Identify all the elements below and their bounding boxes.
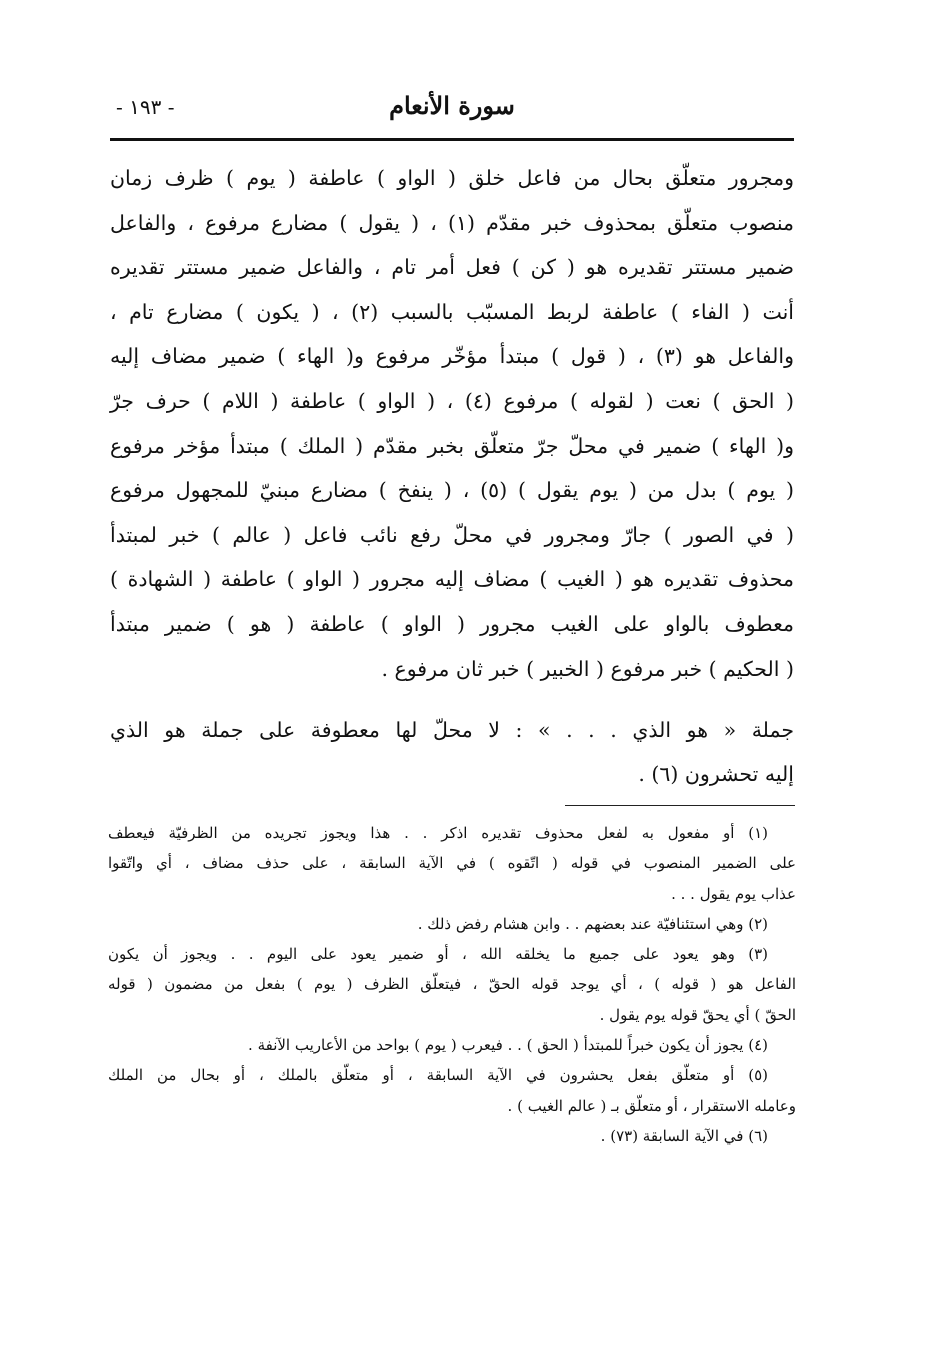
footnote-line: على الضمير المنصوب في قوله ( اتّقوه ) في الآية السابقة ، على حذف مضاف ، أي واتّقوا	[108, 854, 796, 873]
paragraph-line: محذوف تقديره هو ( الغيب ) مضاف إليه مجرور ( الواو ) عاطفة ( الشهادة )	[110, 567, 794, 592]
page-header	[110, 88, 794, 128]
footnote-separator	[565, 805, 795, 806]
paragraph-line: والفاعل هو (٣) ، ( قول ) مبتدأ مؤخّر مرفوع و( الهاء ) ضمير مضاف إليه	[110, 344, 794, 369]
footnote-line: وعامله الاستقرار ، أو متعلّق بـ ( عالم الغيب ) .	[507, 1096, 796, 1115]
header-rule	[110, 138, 794, 141]
paragraph-line: ومجرور متعلّق بحال من فاعل خلق ( الواو ) عاطفة ( يوم ) ظرف زمان	[110, 166, 794, 190]
paragraph-line: ( يوم ) بدل من ( يوم يقول ) (٥) ، ( ينفخ ) مضارع مبنيّ للمجهول مرفوع	[110, 478, 794, 503]
paragraph-line: ( الحكيم ) خبر مرفوع ( الخبير ) خبر ثان مرفوع .	[381, 656, 794, 681]
paragraph-line: معطوف بالواو على الغيب مجرور ( الواو ) عاطفة ( هو ) ضمير مبتدأ	[110, 611, 794, 636]
sentence-analysis	[110, 708, 794, 796]
footnote-line: (٥) أو متعلّق بفعل يحشرون في الآية السابقة ، أو متعلّق بالملك ، أو بحال من الملك	[108, 1066, 768, 1085]
surah-title: سورة الأنعام	[389, 91, 515, 120]
paragraph-line: و( الهاء ) ضمير في محلّ جرّ متعلّق بخبر مقدّم ( الملك ) مبتدأ مؤخر مرفوع	[110, 433, 794, 458]
sentence-line: إليه تحشرون (٦) .	[638, 762, 794, 786]
sentence-line: جملة « هو الذي . . . » : لا محلّ لها معطوفة على جملة هو الذي	[110, 718, 794, 742]
footnote-line: (٤) يجوز أن يكون خبراً للمبتدأ ( الحق ) . . فيعرب ( يوم ) بواحد من الأعاريب الآنفة .	[248, 1036, 768, 1055]
page-number: - ١٩٣ -	[116, 95, 175, 119]
paragraph-line: أنت ( الفاء ) عاطفة لربط المسبّب بالسبب (٢) ، ( يكون ) مضارع تام ،	[110, 299, 794, 324]
paragraph-line: ضمير مستتر تقديره هو ( كن ) فعل أمر تام ، والفاعل ضمير مستتر تقديره	[110, 255, 794, 280]
footnote-line: عذاب يوم يقول . . .	[671, 884, 796, 903]
footnotes	[108, 818, 796, 1151]
paragraph-line: ( في الصور ) جارّ ومجرور في محلّ رفع نائب فاعل ( عالم ) خبر لمبتدأ	[110, 522, 794, 547]
footnote-line: الحقّ ) أي يحقّ قوله يوم يقول .	[599, 1005, 796, 1024]
footnote-line: (٢) وهي استئنافيّة عند بعضهم . . وابن هشام رفض ذلك .	[417, 914, 768, 933]
main-paragraph	[110, 156, 794, 691]
footnote-line: (٦) في الآية السابقة (٧٣) .	[600, 1126, 768, 1145]
paragraph-line: ( الحق ) نعت ( لقوله ) مرفوع (٤) ، ( الواو ) عاطفة ( اللام ) حرف جرّ	[110, 388, 794, 413]
footnote-line: (١) أو مفعول به لفعل محذوف تقديره اذكر . . هذا ويجوز تجريده من الظرفيّة فيعطف	[108, 824, 768, 842]
footnote-line: الفاعل هو ( قوله ) ، أي يوجد قوله الحقّ ، فيتعلّق الظرف ( يوم ) بفعل من مضمون ( قوله	[108, 975, 796, 994]
footnote-line: (٣) وهو يعود على جميع ما يخلقه الله ، أو ضمير يعود على اليوم . . ويجوز أن يكون	[108, 945, 768, 964]
paragraph-line: منصوب متعلّق بمحذوف خبر مقدّم (١) ، ( يقول ) مضارع مرفوع ، والفاعل	[110, 210, 794, 235]
